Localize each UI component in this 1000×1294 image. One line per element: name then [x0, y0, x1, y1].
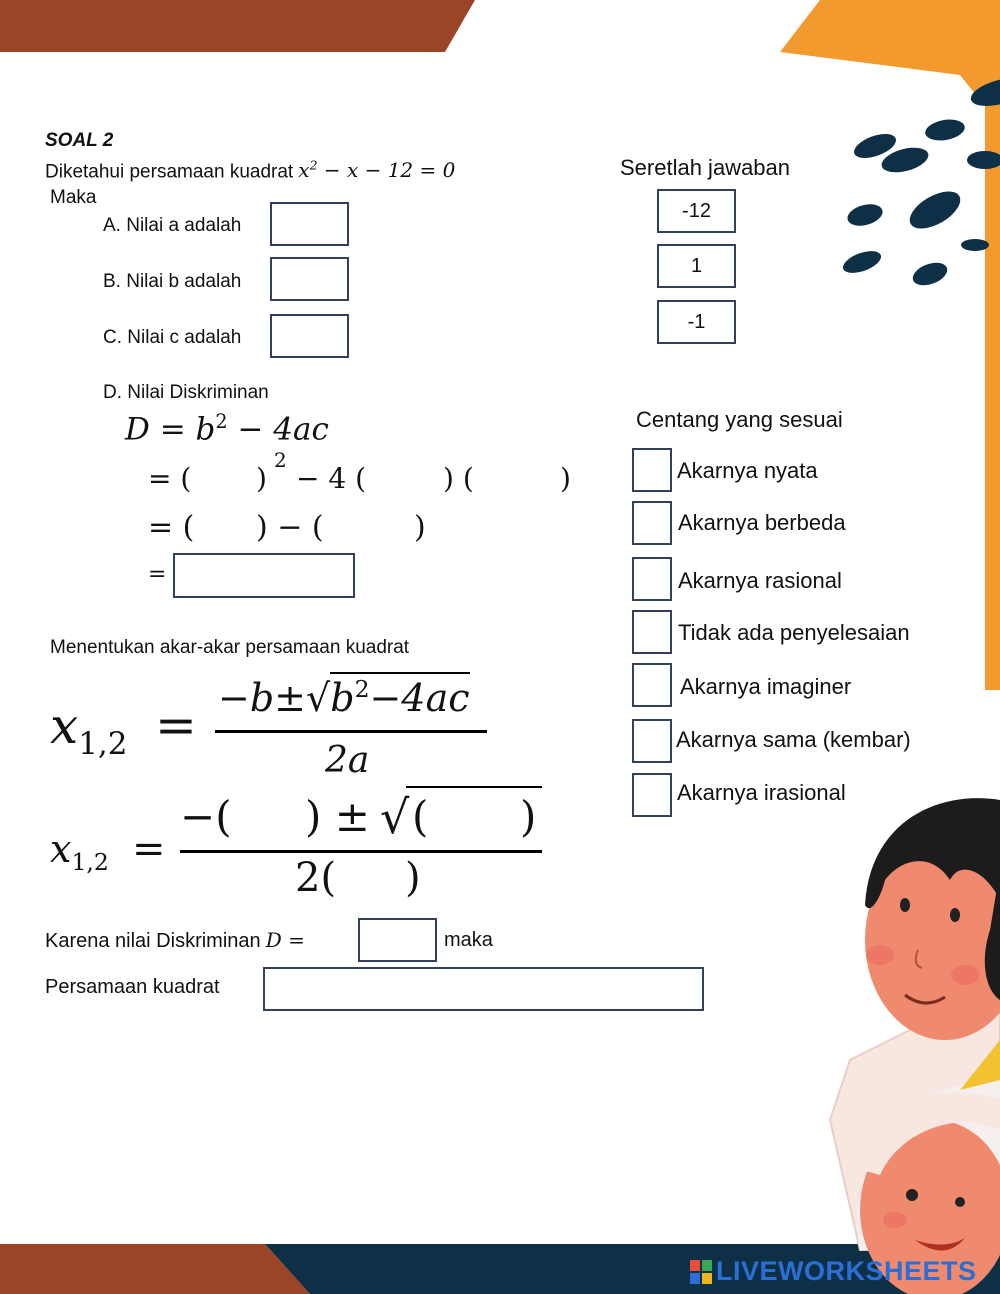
checkbox-berbeda[interactable]	[632, 501, 672, 545]
checkbox-rasional[interactable]	[632, 557, 672, 601]
roots-formula-numerator: −( ) ± √ ( )	[180, 792, 550, 846]
fraction-bar	[215, 730, 487, 733]
item-d-label: D. Nilai Diskriminan	[103, 382, 269, 403]
discriminant-value-dropzone[interactable]	[358, 918, 437, 962]
fraction-bar	[180, 850, 542, 853]
checkbox-label: Tidak ada penyelesaian	[678, 620, 910, 645]
cartoon-characters	[830, 798, 1000, 1294]
checkbox-irasional[interactable]	[632, 773, 672, 817]
discriminant-step-1: = ( ) 2 − 4 ( ) ( )	[148, 448, 571, 495]
liveworksheets-logo	[690, 1256, 977, 1287]
answer-option[interactable]: -12	[657, 189, 736, 233]
answer-option[interactable]: 1	[657, 244, 736, 288]
discriminant-formula: $D = b^2 - 4ac$	[125, 410, 329, 448]
item-b-label: B. Nilai b adalah	[103, 271, 242, 292]
quadratic-equation: $x^2 - x - 12 = 0$	[298, 158, 456, 183]
quadratic-formula-equals: =	[155, 696, 197, 754]
conclusion-line-2: Persamaan kuadrat	[45, 976, 220, 998]
roots-formula-lhs: $x_{1,2}$	[50, 827, 109, 877]
item-a-label: A. Nilai a adalah	[103, 215, 242, 236]
quadratic-formula-lhs: $x_{1,2}$	[50, 697, 128, 762]
checkbox-tidak-ada-penyelesaian[interactable]	[632, 610, 672, 654]
conclusion-maka: maka	[444, 929, 493, 951]
liveworksheets-logo-icon	[690, 1260, 712, 1284]
answers-heading: Seretlah jawaban	[620, 155, 791, 180]
bottom-brown-band	[0, 1244, 310, 1294]
checkbox-label: Akarnya sama (kembar)	[676, 727, 911, 752]
answer-option[interactable]: -1	[657, 300, 736, 344]
checkbox-kembar[interactable]	[632, 719, 672, 763]
checkbox-label: Akarnya berbeda	[678, 510, 846, 535]
checkbox-label: Akarnya irasional	[677, 780, 846, 805]
conclusion-answer-dropzone[interactable]	[263, 967, 704, 1011]
checkbox-label: Akarnya imaginer	[680, 674, 852, 699]
question-intro: Diketahui persamaan kuadrat $x^2 - x - 12 = 0$	[45, 158, 456, 183]
answer-c-dropzone[interactable]	[270, 314, 349, 358]
discriminant-step-2: = ( ) − ( )	[148, 510, 426, 545]
checkbox-label: Akarnya rasional	[678, 568, 842, 593]
top-brown-band	[0, 0, 475, 52]
checkbox-label: Akarnya nyata	[677, 458, 818, 483]
answer-b-dropzone[interactable]	[270, 257, 349, 301]
checklist-heading: Centang yang sesuai	[636, 407, 843, 432]
answer-a-dropzone[interactable]	[270, 202, 349, 246]
roots-heading: Menentukan akar-akar persamaan kuadrat	[50, 637, 410, 658]
item-c-label: C. Nilai c adalah	[103, 327, 242, 348]
checkbox-imaginer[interactable]	[632, 663, 672, 707]
conclusion-line-1: Karena nilai Diskriminan D =	[45, 928, 305, 952]
quadratic-formula-numerator: $-b\pm√b^2-4ac$	[218, 675, 470, 720]
quadratic-formula-denominator: 2a	[325, 740, 370, 781]
discriminant-result-dropzone[interactable]	[173, 553, 355, 598]
liveworksheets-brand: LIVEWORKSHEETS	[716, 1256, 977, 1286]
discriminant-step-3: =	[148, 562, 167, 587]
checkbox-nyata[interactable]	[632, 448, 672, 492]
maka-label: Maka	[50, 187, 97, 208]
leaf-decorations	[840, 73, 1000, 290]
roots-formula-denominator: 2( )	[295, 855, 421, 901]
roots-formula-equals: =	[132, 826, 166, 872]
question-title: SOAL 2	[45, 130, 114, 151]
